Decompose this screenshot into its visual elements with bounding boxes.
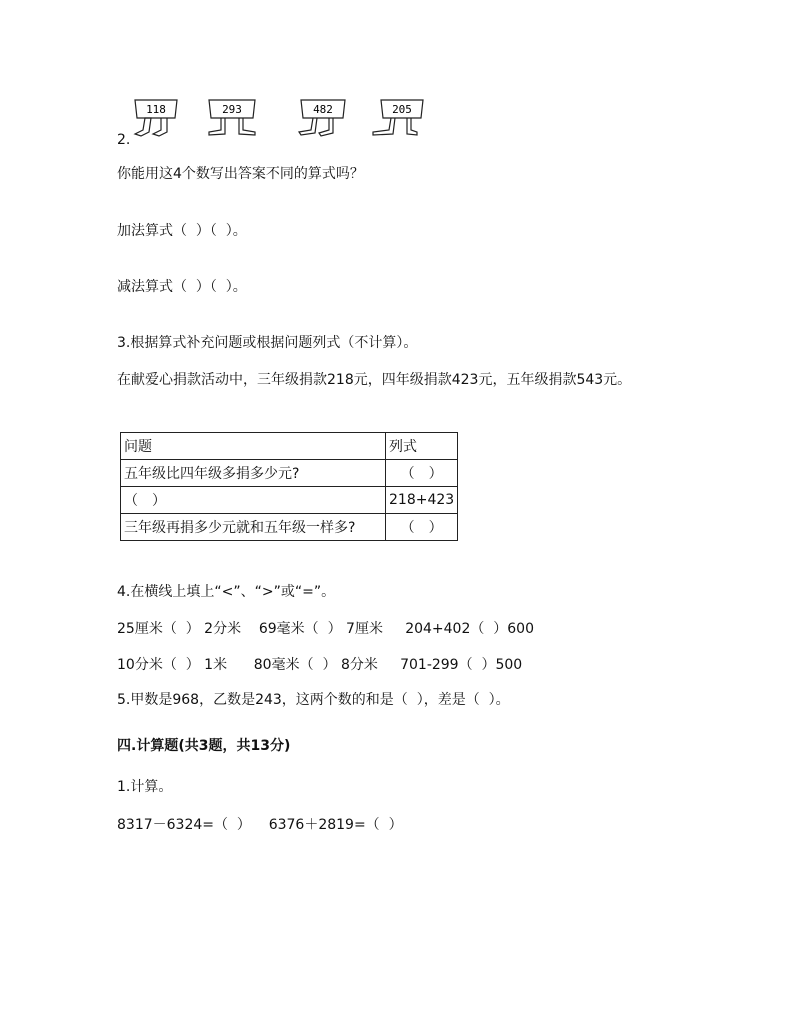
figure-number: 205 <box>392 103 412 116</box>
number-figure <box>209 100 255 135</box>
number-figure <box>299 100 345 136</box>
q2-addition: 加法算式（ ）（ ）。 <box>117 223 247 239</box>
q2-subtraction: 减法算式（ ）（ ）。 <box>117 279 247 295</box>
table-header: 列式 <box>386 433 458 460</box>
question-number: 2. <box>117 132 131 148</box>
table-cell: （ ） <box>386 514 458 541</box>
number-figure <box>373 100 423 135</box>
q4-row: 10分米（ ） 1米 80毫米（ ） 8分米 701-299（ ）500 <box>117 657 523 673</box>
number-figure <box>135 100 177 136</box>
q3-context: 在献爱心捐款活动中，三年级捐款218元，四年级捐款423元，五年级捐款543元。 <box>117 372 632 388</box>
calc-row: 8317－6324=（ ） 6376＋2819=（ ） <box>117 817 403 833</box>
question-table <box>120 432 458 541</box>
table-cell: 五年级比四年级多捐多少元? <box>121 460 386 487</box>
table-cell: （ ） <box>121 487 386 514</box>
q3-title: 3.根据算式补充问题或根据问题列式（不计算）。 <box>117 335 418 351</box>
table-row <box>121 487 458 514</box>
figure-number: 293 <box>222 103 242 116</box>
figure-number: 482 <box>313 103 333 116</box>
table-row <box>121 460 458 487</box>
q2-prompt: 你能用这4个数写出答案不同的算式吗？ <box>117 166 364 182</box>
table-header-row <box>121 433 458 460</box>
figure-number: 118 <box>146 103 166 116</box>
number-figures <box>117 96 437 156</box>
q4-title: 4.在横线上填上“<”、“>”或“=”。 <box>117 584 336 600</box>
section-heading: 四.计算题(共3题，共13分) <box>117 738 291 754</box>
q5-text: 5.甲数是968，乙数是243，这两个数的和是（ ），差是（ ）。 <box>117 692 510 708</box>
table-cell: 三年级再捐多少元就和五年级一样多? <box>121 514 386 541</box>
table-row <box>121 514 458 541</box>
q4-row: 25厘米（ ） 2分米 69毫米（ ） 7厘米 204+402（ ）600 <box>117 621 534 637</box>
table-cell: 218+423 <box>386 487 458 514</box>
table-cell: （ ） <box>386 460 458 487</box>
table-header: 问题 <box>121 433 386 460</box>
calc-title: 1.计算。 <box>117 779 173 795</box>
